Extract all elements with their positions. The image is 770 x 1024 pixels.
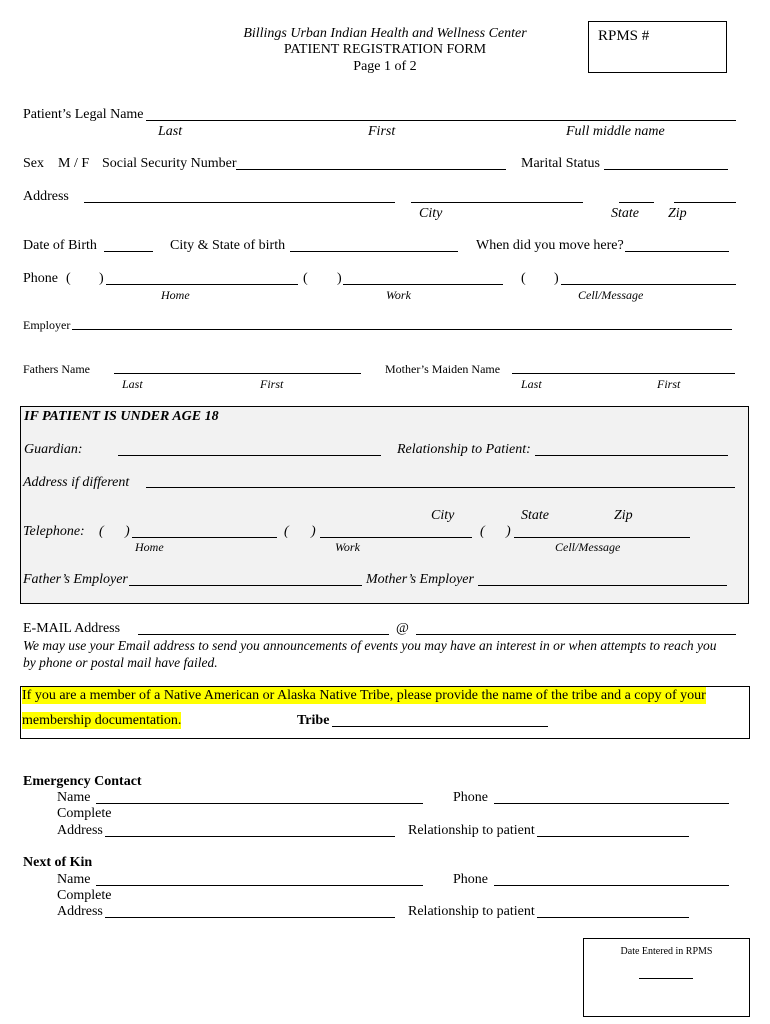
kin-address-label: Address xyxy=(57,904,103,919)
minor-work-close: ) xyxy=(311,524,316,539)
relationship-label: Relationship to Patient: xyxy=(397,442,531,457)
minor-zip-caption: Zip xyxy=(614,508,633,523)
ssn-field[interactable] xyxy=(236,169,506,170)
date-entered-field[interactable] xyxy=(639,978,693,979)
moved-field[interactable] xyxy=(625,251,729,252)
minor-cell-caption: Cell/Message xyxy=(555,540,621,554)
mother-employer-label: Mother’s Employer xyxy=(366,572,474,587)
page-number: Page 1 of 2 xyxy=(353,59,417,74)
kin-heading: Next of Kin xyxy=(23,855,93,870)
emergency-name-label: Name xyxy=(57,790,91,805)
minor-cell-open: ( xyxy=(480,524,485,539)
marital-status-label: Marital Status xyxy=(521,156,600,171)
state-caption: State xyxy=(611,206,639,221)
city-field[interactable] xyxy=(411,202,583,203)
emergency-name-field[interactable] xyxy=(96,803,423,804)
home-area-close: ) xyxy=(99,271,104,286)
dob-label: Date of Birth xyxy=(23,238,97,253)
address-field[interactable] xyxy=(84,202,395,203)
telephone-label: Telephone: xyxy=(23,524,85,539)
home-area-open: ( xyxy=(66,271,71,286)
address-label: Address xyxy=(23,189,69,204)
ssn-label: Social Security Number xyxy=(102,156,237,171)
mother-last-caption: Last xyxy=(521,377,542,391)
home-caption: Home xyxy=(161,288,190,302)
tribe-label: Tribe xyxy=(297,713,330,728)
fathers-name-field[interactable] xyxy=(114,373,361,374)
minor-home-open: ( xyxy=(99,524,104,539)
kin-address-field[interactable] xyxy=(105,917,395,918)
employer-field[interactable] xyxy=(72,329,732,330)
work-phone-field[interactable] xyxy=(343,284,503,285)
employer-label: Employer xyxy=(23,318,71,332)
email-at: @ xyxy=(396,621,409,636)
minor-address-label: Address if different xyxy=(23,475,130,490)
sex-label: Sex xyxy=(23,156,44,171)
minor-home-caption: Home xyxy=(135,540,164,554)
tribe-notice-line1 xyxy=(22,689,706,703)
cell-area-open: ( xyxy=(521,271,526,286)
cell-caption: Cell/Message xyxy=(578,288,644,302)
date-entered-label: Date Entered in RPMS xyxy=(620,946,713,957)
email-domain-field[interactable] xyxy=(416,634,736,635)
zip-field[interactable] xyxy=(674,202,736,203)
first-name-caption: First xyxy=(368,124,396,139)
email-label: E-MAIL Address xyxy=(23,621,121,636)
email-note-line1: We may use your Email address to send you announcements of events you may have an interest in or when attempts to reach you xyxy=(23,638,717,653)
minor-cell-close: ) xyxy=(506,524,511,539)
father-first-caption: First xyxy=(260,377,284,391)
tribe-notice-line2-text: membership documentation. xyxy=(22,713,182,728)
phone-label: Phone xyxy=(23,271,58,286)
emergency-address-field[interactable] xyxy=(105,836,395,837)
legal-name-field[interactable] xyxy=(146,120,736,121)
work-area-open: ( xyxy=(303,271,308,286)
mother-first-caption: First xyxy=(657,377,681,391)
email-user-field[interactable] xyxy=(138,634,389,635)
legal-name-label: Patient’s Legal Name xyxy=(23,107,144,122)
marital-status-field[interactable] xyxy=(604,169,728,170)
emergency-relationship-label: Relationship to patient xyxy=(408,823,535,838)
rpms-label: RPMS # xyxy=(598,28,650,44)
kin-relationship-label: Relationship to patient xyxy=(408,904,535,919)
email-note-line2: by phone or postal mail have failed. xyxy=(23,655,218,670)
emergency-phone-field[interactable] xyxy=(494,803,729,804)
kin-complete-label: Complete xyxy=(57,888,112,903)
fathers-name-label: Fathers Name xyxy=(23,362,90,376)
emergency-relationship-field[interactable] xyxy=(537,836,689,837)
home-phone-field[interactable] xyxy=(106,284,298,285)
cell-phone-field[interactable] xyxy=(561,284,736,285)
minor-work-open: ( xyxy=(284,524,289,539)
emergency-phone-label: Phone xyxy=(453,790,488,805)
moved-label: When did you move here? xyxy=(476,238,624,253)
guardian-label: Guardian: xyxy=(24,442,83,457)
birthplace-label: City & State of birth xyxy=(170,238,286,253)
emergency-complete-label: Complete xyxy=(57,806,112,821)
kin-name-label: Name xyxy=(57,872,91,887)
minor-cell-phone-field[interactable] xyxy=(514,537,690,538)
tribe-notice-line1-text: If you are a member of a Native American or Alaska Native Tribe, please provide the name of the tribe and a copy of your xyxy=(22,688,706,703)
emergency-address-label: Address xyxy=(57,823,103,838)
guardian-field[interactable] xyxy=(118,455,381,456)
kin-relationship-field[interactable] xyxy=(537,917,689,918)
minor-heading: IF PATIENT IS UNDER AGE 18 xyxy=(24,409,219,424)
mothers-maiden-label: Mother’s Maiden Name xyxy=(385,362,501,376)
relationship-field[interactable] xyxy=(535,455,728,456)
cell-area-close: ) xyxy=(554,271,559,286)
org-name: Billings Urban Indian Health and Wellness Center xyxy=(243,26,527,41)
city-caption: City xyxy=(419,206,443,221)
tribe-field[interactable] xyxy=(332,726,548,727)
kin-name-field[interactable] xyxy=(96,885,423,886)
minor-address-field[interactable] xyxy=(146,487,735,488)
dob-field[interactable] xyxy=(104,251,153,252)
minor-home-phone-field[interactable] xyxy=(132,537,277,538)
zip-caption: Zip xyxy=(668,206,687,221)
kin-phone-label: Phone xyxy=(453,872,488,887)
minor-city-caption: City xyxy=(431,508,455,523)
minor-work-phone-field[interactable] xyxy=(320,537,472,538)
birthplace-field[interactable] xyxy=(290,251,458,252)
emergency-heading: Emergency Contact xyxy=(23,774,142,789)
tribe-notice-line2 xyxy=(22,714,181,728)
father-last-caption: Last xyxy=(122,377,143,391)
minor-work-caption: Work xyxy=(335,540,360,554)
father-employer-field[interactable] xyxy=(129,585,362,586)
work-caption: Work xyxy=(386,288,411,302)
kin-phone-field[interactable] xyxy=(494,885,729,886)
middle-name-caption: Full middle name xyxy=(566,124,665,139)
sex-options[interactable]: M / F xyxy=(58,156,90,171)
state-field[interactable] xyxy=(619,202,654,203)
form-title: PATIENT REGISTRATION FORM xyxy=(283,42,487,57)
father-employer-label: Father’s Employer xyxy=(23,572,128,587)
last-name-caption: Last xyxy=(158,124,183,139)
work-area-close: ) xyxy=(337,271,342,286)
minor-home-close: ) xyxy=(125,524,130,539)
mothers-maiden-field[interactable] xyxy=(512,373,735,374)
minor-state-caption: State xyxy=(521,508,549,523)
mother-employer-field[interactable] xyxy=(478,585,727,586)
